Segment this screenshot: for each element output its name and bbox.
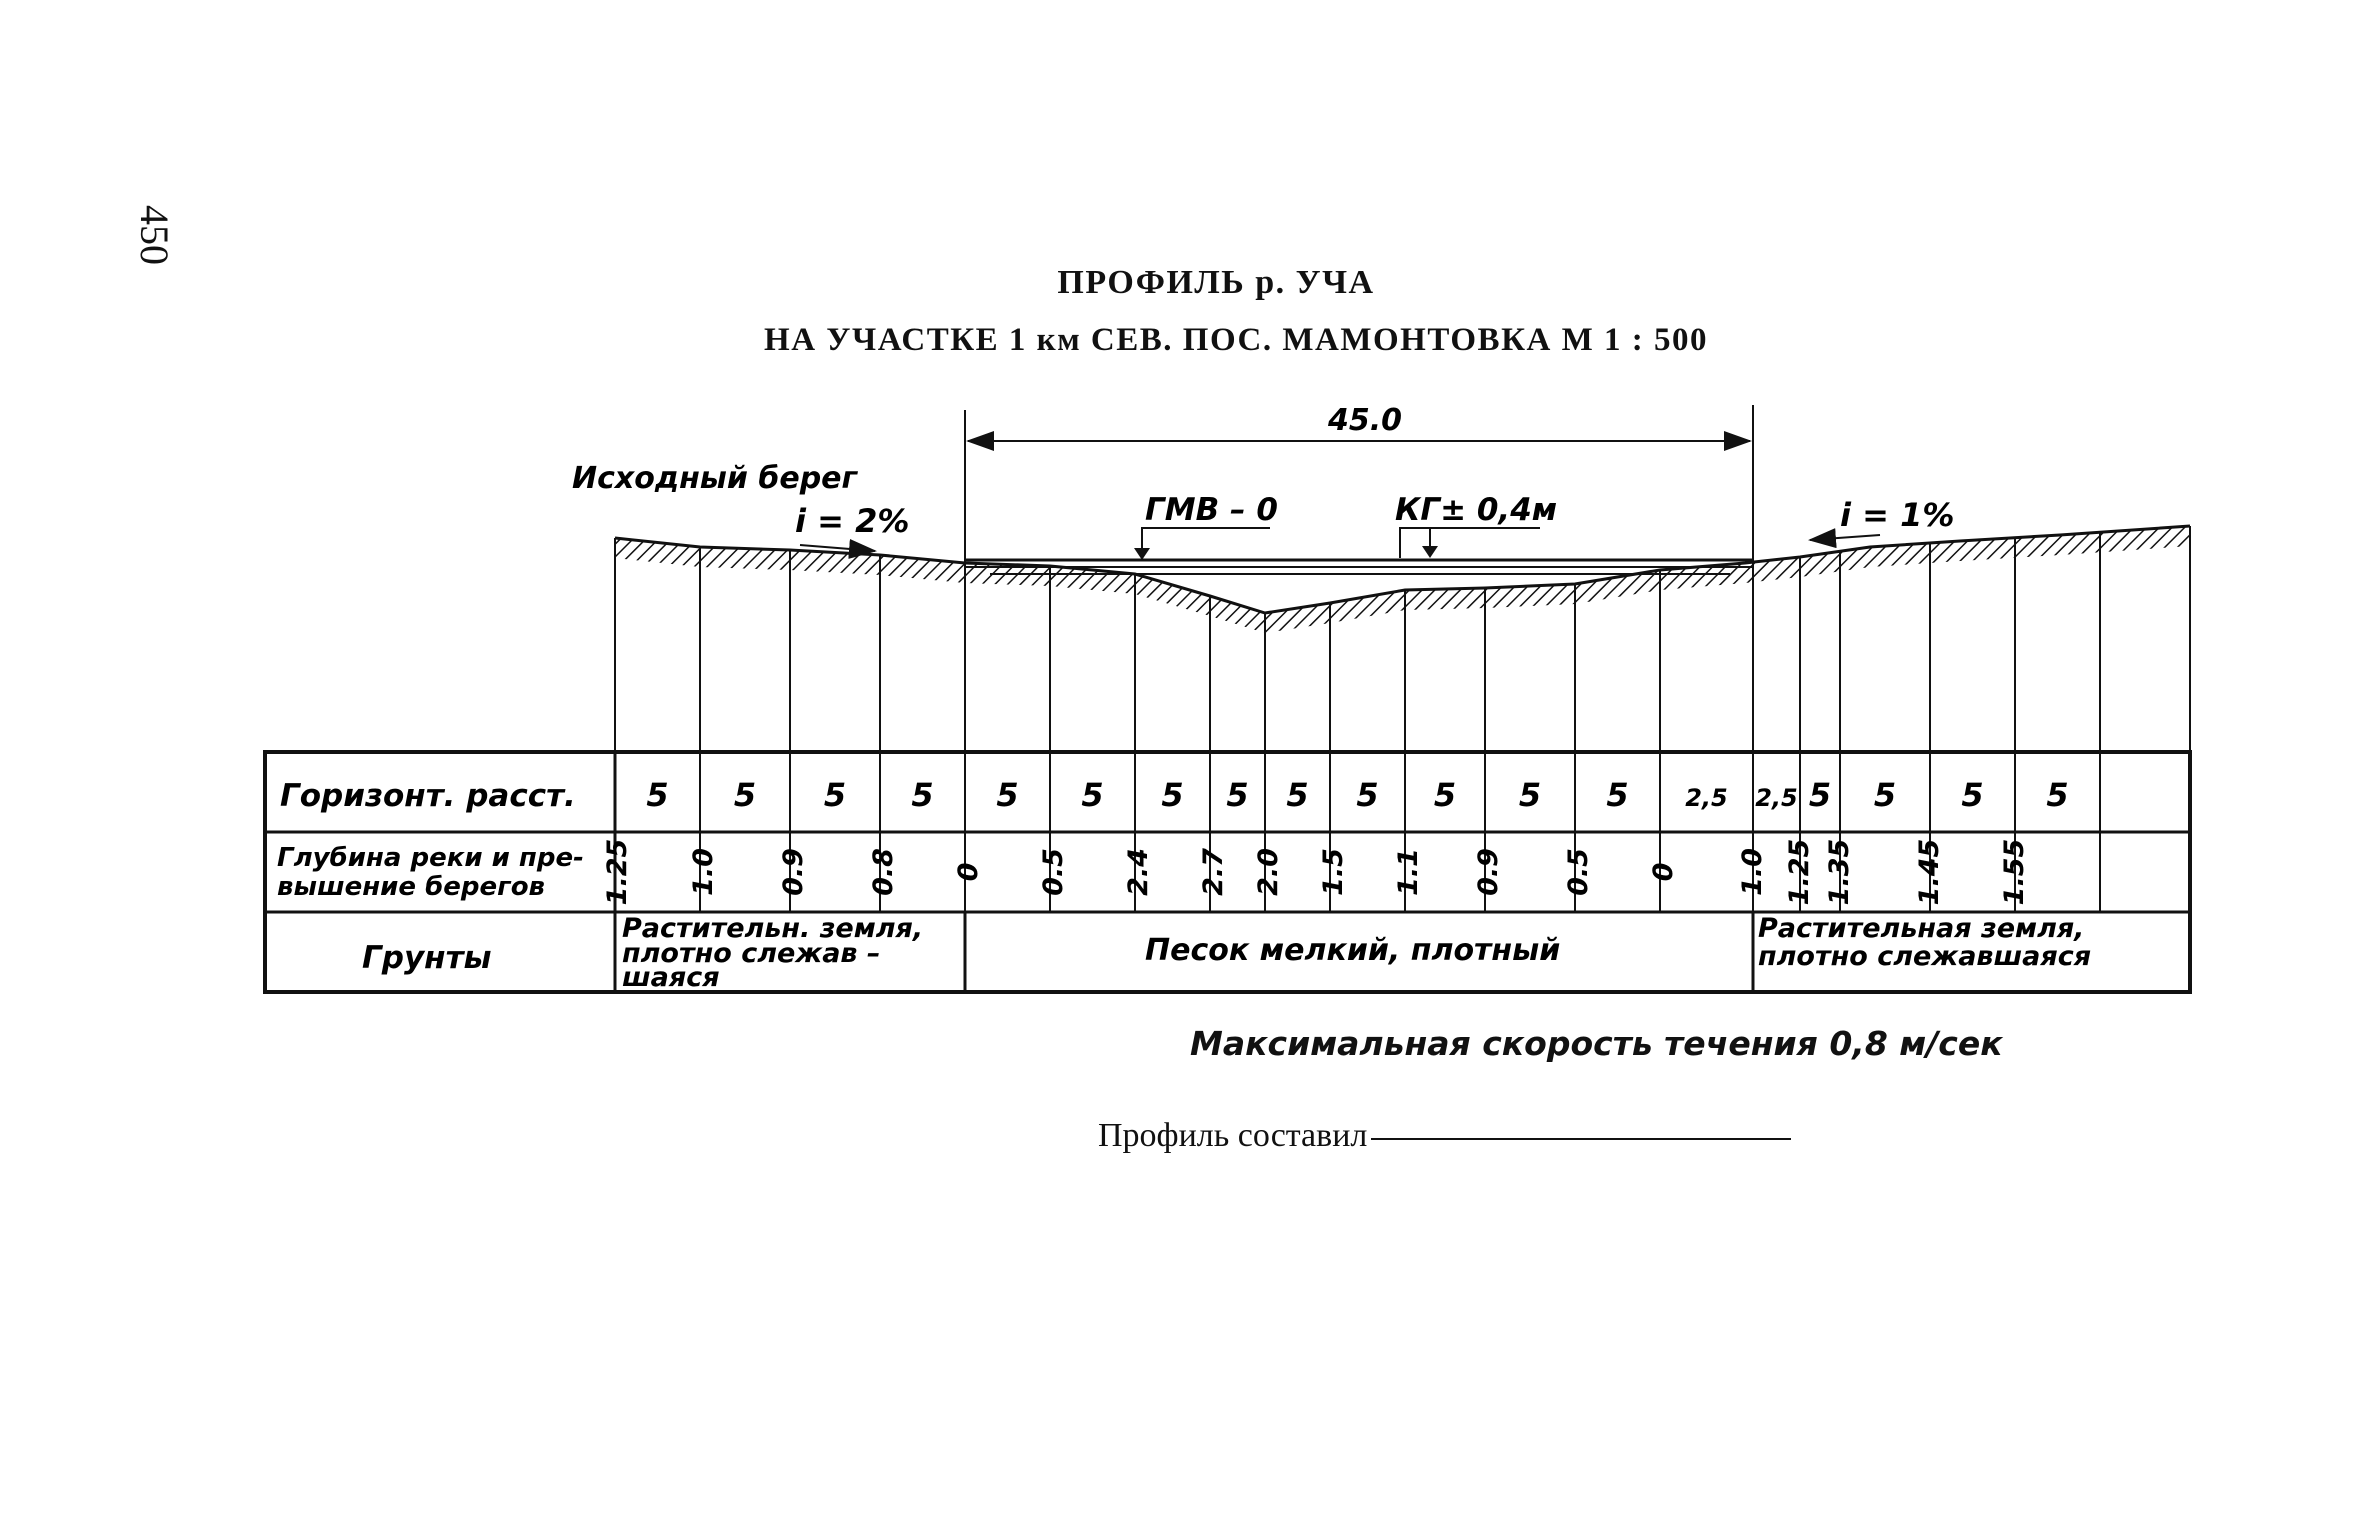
distance-cell: 5 bbox=[1606, 776, 1629, 814]
distance-cell: 5 bbox=[2046, 776, 2069, 814]
station-lines bbox=[615, 405, 2190, 752]
depth-row bbox=[602, 839, 2030, 906]
soil-right-1: Растительная земля, bbox=[1758, 913, 2085, 944]
title-line-1: ПРОФИЛЬ р. УЧА bbox=[1057, 264, 1375, 301]
soil-left-2: плотно слежав – bbox=[622, 938, 881, 969]
kg-mark: КГ± 0,4м bbox=[1395, 492, 1558, 528]
depth-cell: 2.0 bbox=[1253, 848, 1284, 896]
distance-cell: 5 bbox=[1961, 776, 1984, 814]
kg-leader bbox=[1400, 528, 1540, 558]
distance-row bbox=[646, 776, 2068, 814]
depth-cell: 0.5 bbox=[1038, 848, 1069, 896]
soil-left-3: шаяся bbox=[622, 962, 720, 993]
row-header-depths-2: вышение берегов bbox=[277, 872, 546, 902]
distance-cell: 5 bbox=[733, 776, 757, 814]
left-slope-label: i = 2% bbox=[795, 502, 910, 540]
depth-cell: 0.8 bbox=[868, 848, 899, 896]
depth-cell: 1.25 bbox=[602, 838, 633, 906]
depth-cell: 1.0 bbox=[688, 848, 719, 896]
distance-cell: 5 bbox=[1286, 776, 1309, 814]
distance-cell: 5 bbox=[1518, 776, 1542, 814]
kg-marker-icon bbox=[1422, 546, 1438, 558]
distance-cell: 2,5 bbox=[1685, 784, 1728, 812]
right-slope-label: i = 1% bbox=[1840, 496, 1955, 534]
span-label: 45.0 bbox=[1327, 403, 1403, 438]
depth-cell: 0 bbox=[1648, 862, 1679, 882]
depth-cell: 1.45 bbox=[1914, 838, 1945, 906]
distance-cell: 5 bbox=[1081, 776, 1104, 814]
depth-cell: 2.4 bbox=[1123, 848, 1154, 896]
page-number: 450 bbox=[132, 205, 177, 265]
depth-cell: 2.7 bbox=[1198, 848, 1229, 896]
depth-cell: 0.9 bbox=[778, 848, 809, 896]
water-level-leader bbox=[1142, 528, 1270, 558]
distance-cell: 5 bbox=[646, 776, 669, 814]
distance-cell: 5 bbox=[1873, 776, 1897, 814]
row-header-distances: Горизонт. расст. bbox=[280, 778, 576, 814]
depth-cell: 1.35 bbox=[1824, 838, 1855, 906]
distance-cell: 5 bbox=[1808, 776, 1832, 814]
distance-cell: 5 bbox=[1356, 776, 1379, 814]
row-header-soils: Грунты bbox=[362, 940, 492, 976]
max-speed-note: Максимальная скорость течения 0,8 м/сек bbox=[1190, 1024, 2003, 1063]
distance-cell: 5 bbox=[1226, 776, 1249, 814]
depth-cell: 1.5 bbox=[1318, 848, 1349, 896]
distance-cell: 5 bbox=[1161, 776, 1184, 814]
signature-blank bbox=[1371, 1138, 1791, 1140]
depth-cell: 1.1 bbox=[1393, 848, 1424, 896]
depth-cell: 0 bbox=[953, 862, 984, 882]
distance-cell: 5 bbox=[996, 776, 1019, 814]
row-header-depths-1: Глубина реки и пре- bbox=[277, 843, 584, 873]
soil-right-2: плотно слежавшаяся bbox=[1758, 941, 2092, 972]
depth-cell: 0.5 bbox=[1563, 848, 1594, 896]
right-slope-arrow bbox=[1810, 535, 1880, 540]
left-bank-label: Исходный берег bbox=[572, 461, 858, 496]
water-level-mark: ГМВ – 0 bbox=[1145, 492, 1278, 528]
distance-cell: 5 bbox=[911, 776, 934, 814]
depth-cell: 1.25 bbox=[1784, 838, 1815, 906]
soil-middle: Песок мелкий, плотный bbox=[1145, 933, 1561, 968]
depth-cell: 1.55 bbox=[1999, 838, 2030, 906]
water-level-marker-icon bbox=[1134, 548, 1150, 560]
title-line-2: НА УЧАСТКЕ 1 км СЕВ. ПОС. МАМОНТОВКА М 1 : 500 bbox=[764, 322, 1708, 358]
distance-cell: 5 bbox=[1433, 776, 1457, 814]
depth-cell: 0.9 bbox=[1473, 848, 1504, 896]
compiled-by-label: Профиль составил bbox=[1098, 1117, 1368, 1154]
soil-left-1: Растительн. земля, bbox=[622, 913, 924, 944]
compiled-by-line bbox=[1098, 1117, 1791, 1155]
depth-cell: 1.0 bbox=[1737, 848, 1768, 896]
distance-cell: 5 bbox=[823, 776, 847, 814]
distance-cell: 2,5 bbox=[1755, 784, 1798, 812]
